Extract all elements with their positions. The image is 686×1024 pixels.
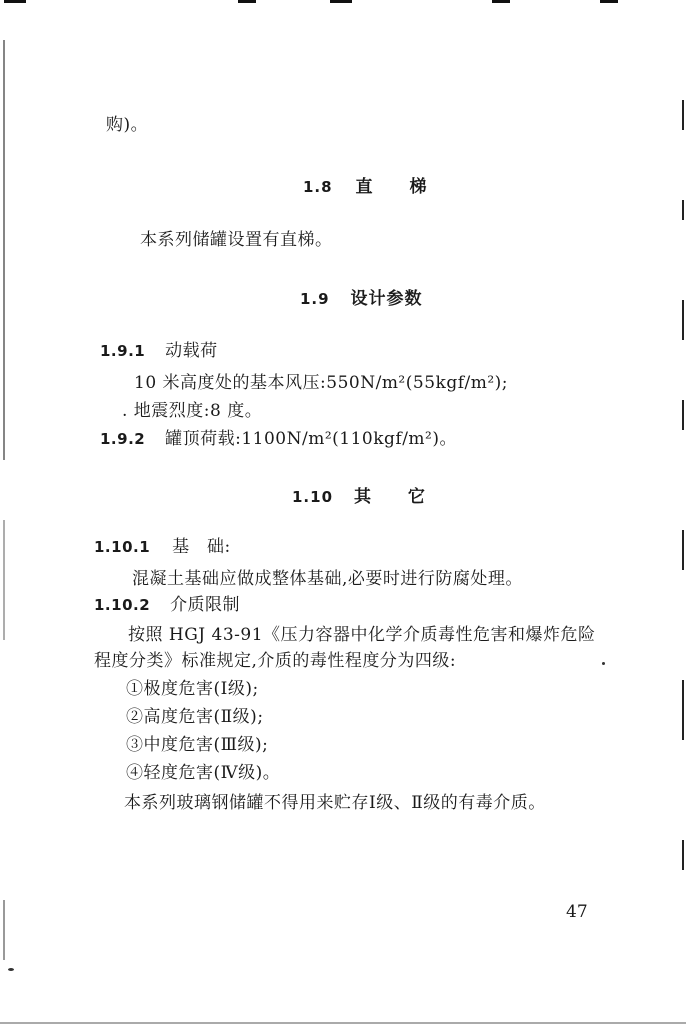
paragraph: 本系列玻璃钢储罐不得用来贮存Ⅰ级、Ⅱ级的有毒介质。 [124, 793, 546, 813]
scan-mark [492, 0, 510, 3]
left-edge-mark [3, 520, 5, 640]
section-number: 1.9 [300, 290, 330, 308]
paragraph: 程度分类》标准规定,介质的毒性程度分为四级: [94, 651, 457, 671]
list-item: ②高度危害(Ⅱ级); [126, 707, 264, 727]
subsection-1-10-1 [94, 532, 231, 557]
page-number: 47 [566, 902, 588, 922]
subsection-1-9-1 [100, 336, 218, 361]
subsection-title: 基 础: [172, 537, 231, 557]
right-edge-mark [682, 300, 684, 340]
section-title: 设计参数 [350, 289, 423, 309]
list-item: ④轻度危害(Ⅳ级)。 [126, 763, 281, 783]
right-edge-mark [682, 200, 684, 220]
paragraph: . 地震烈度:8 度。 [122, 401, 263, 421]
subsection-number: 1.9.2 [100, 430, 146, 448]
right-edge-mark [682, 100, 684, 130]
subsection-1-10-2 [94, 590, 240, 615]
section-1-9-heading [300, 284, 423, 309]
paragraph: 按照 HGJ 43-91《压力容器中化学介质毒性危害和爆炸危险 [128, 625, 596, 645]
subsection-number: 1.10.2 [94, 596, 151, 614]
scan-mark [4, 0, 26, 3]
scan-mark [330, 0, 352, 3]
left-edge-mark [3, 900, 5, 960]
section-number: 1.10 [292, 488, 334, 506]
section-title: 其 它 [353, 487, 426, 507]
subsection-1-9-2 [100, 424, 457, 449]
paragraph: 10 米高度处的基本风压:550N/m²(55kgf/m²); [134, 373, 509, 393]
scan-mark [600, 0, 618, 3]
section-title: 直 梯 [355, 177, 428, 197]
scan-speck [602, 662, 605, 665]
paragraph: 本系列储罐设置有直梯。 [140, 230, 333, 250]
right-edge-mark [682, 400, 684, 430]
subsection-title: 动载荷 [165, 341, 218, 361]
section-1-10-heading [292, 482, 426, 507]
right-edge-mark [682, 680, 684, 740]
left-edge-mark [3, 40, 5, 460]
right-edge-mark [682, 840, 684, 870]
section-number: 1.8 [303, 178, 333, 196]
scan-speck [8, 968, 14, 971]
subsection-number: 1.10.1 [94, 538, 151, 556]
subsection-text: 罐顶荷载:1100N/m²(110kgf/m²)。 [165, 429, 458, 449]
right-edge-mark [682, 530, 684, 570]
section-1-8-heading [303, 172, 428, 197]
list-item: ③中度危害(Ⅲ级); [126, 735, 269, 755]
continued-text: 购)。 [106, 115, 149, 135]
subsection-number: 1.9.1 [100, 342, 146, 360]
scan-mark [238, 0, 256, 3]
list-item: ①极度危害(Ⅰ级); [126, 679, 259, 699]
subsection-title: 介质限制 [170, 595, 241, 615]
paragraph: 混凝土基础应做成整体基础,必要时进行防腐处理。 [132, 569, 523, 589]
